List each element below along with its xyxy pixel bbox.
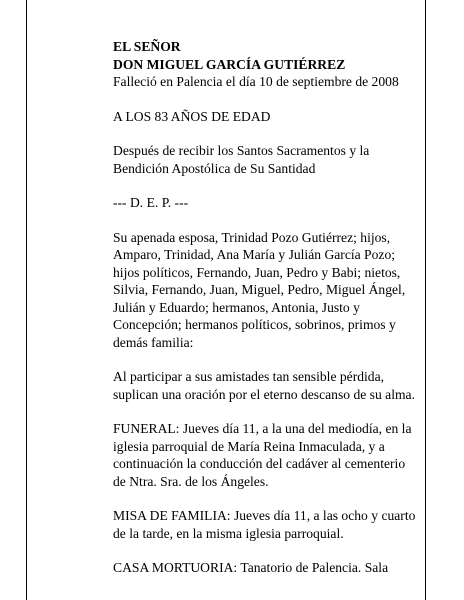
family-line-5: Julián y Eduardo; hermanos, Antonia, Justo y: [113, 299, 360, 315]
header-title: EL SEÑOR: [113, 39, 181, 54]
family-line-1: Su apenada esposa, Trinidad Pozo Gutiérrez; hijos,: [113, 229, 391, 245]
family-line-7: demás familia:: [113, 334, 194, 350]
funeral-line-4: de Ntra. Sra. de los Ángeles.: [113, 473, 269, 489]
funeral-line-3: continuación la conducción del cadáver al cementerio: [113, 456, 406, 471]
request-line-1: Al participar a sus amistades tan sensible pérdida,: [113, 369, 385, 384]
age-statement: A LOS 83 AÑOS DE EDAD: [113, 108, 271, 124]
family-line-6: Concepción; hermanos políticos, sobrinos, primos y: [113, 317, 396, 332]
family-mass-line-1: MISA DE FAMILIA: Jueves día 11, a las ocho y cuarto: [113, 508, 416, 523]
death-statement: Falleció en Palencia el día 10 de septiembre de 2008: [113, 74, 399, 89]
family-mass-line-2: de la tarde, en la misma iglesia parroquial.: [113, 525, 344, 541]
deceased-name: DON MIGUEL GARCÍA GUTIÉRREZ: [113, 56, 346, 72]
family-line-2: Amparo, Trinidad, Ana María y Julián García Pozo;: [113, 247, 396, 262]
funeral-line-1: FUNERAL: Jueves día 11, a la una del mediodía, en la: [113, 421, 412, 436]
family-line-4: Silvia, Fernando, Juan, Miguel, Pedro, Miguel Ángel,: [113, 282, 406, 297]
rip-line: --- D. E. P. ---: [113, 195, 189, 210]
family-line-3: hijos políticos, Fernando, Juan, Pedro y Babi; nietos,: [113, 264, 401, 280]
mortuary-line-1: CASA MORTUORIA: Tanatorio de Palencia. Sala: [113, 560, 389, 575]
obituary-text: [113, 38, 425, 577]
sacraments-line-1: Después de recibir los Santos Sacramentos y la: [113, 143, 370, 158]
funeral-line-2: iglesia parroquial de María Reina Inmaculada, y a: [113, 438, 385, 454]
request-line-2: suplican una oración por el eterno descanso de su alma.: [113, 386, 415, 402]
sacraments-line-2: Bendición Apostólica de Su Santidad: [113, 160, 316, 176]
